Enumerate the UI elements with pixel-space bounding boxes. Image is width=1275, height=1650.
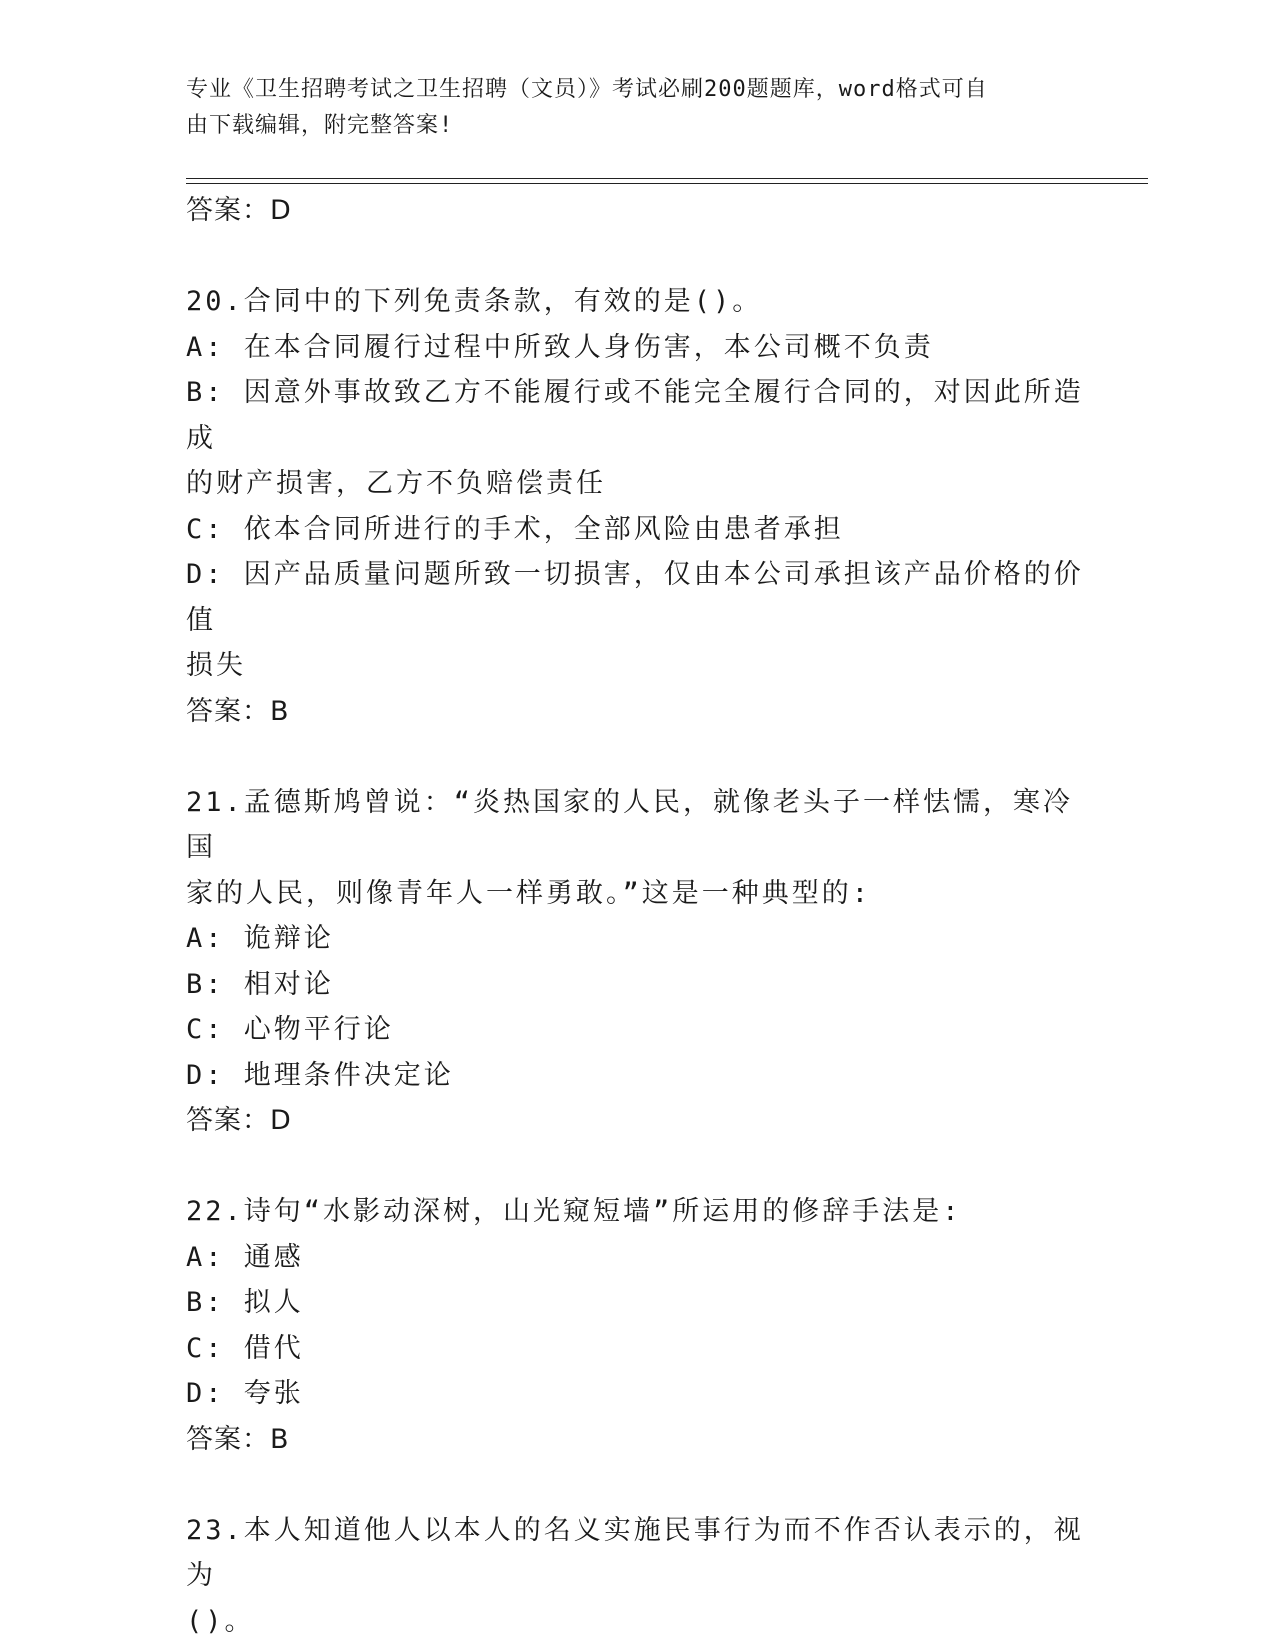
question-21 xyxy=(186,780,1086,1144)
question-stem: 20.合同中的下列免责条款，有效的是()。 xyxy=(186,286,763,317)
option-c: C: 依本合同所进行的手术，全部风险由患者承担 xyxy=(186,513,844,545)
header-divider-top xyxy=(186,178,1148,179)
header-line-1: 专业《卫生招聘考试之卫生招聘（文员）》考试必刷200题题库，word格式可自 xyxy=(186,77,988,102)
option-a: A: 在本合同履行过程中所致人身伤害，本公司概不负责 xyxy=(186,331,934,363)
option-c: C: 心物平行论 xyxy=(186,1014,394,1045)
option-d: D: 夸张 xyxy=(186,1378,304,1409)
header-line-2: 由下载编辑，附完整答案! xyxy=(186,113,454,138)
question-stem: 23.本人知道他人以本人的名义实施民事行为而不作否认表示的，视为 xyxy=(186,1514,1084,1591)
option-a: A: 通感 xyxy=(186,1241,304,1273)
question-stem: 22.诗句“水影动深树，山光窥短墙”所运用的修辞手法是: xyxy=(186,1196,962,1227)
question-stem-cont: 家的人民，则像青年人一样勇敢。”这是一种典型的: xyxy=(186,877,872,909)
answer-line: 答案：B xyxy=(186,695,290,727)
question-20 xyxy=(186,279,1086,734)
spacer xyxy=(186,1144,1086,1190)
question-stem-cont: ()。 xyxy=(186,1605,255,1637)
option-d-cont: 损失 xyxy=(186,650,246,681)
question-23 xyxy=(186,1508,1086,1645)
option-a: A: 诡辩论 xyxy=(186,923,334,954)
question-22 xyxy=(186,1189,1086,1462)
option-d: D: 地理条件决定论 xyxy=(186,1059,454,1091)
header-divider-bottom xyxy=(186,183,1148,184)
option-d: D: 因产品质量问题所致一切损害，仅由本公司承担该产品价格的价值 xyxy=(186,559,1084,636)
answer-line: 答案：D xyxy=(186,1105,292,1136)
option-b-cont: 的财产损害，乙方不负赔偿责任 xyxy=(186,468,606,499)
spacer xyxy=(186,234,1086,280)
option-c: C: 借代 xyxy=(186,1332,304,1364)
option-b: B: 因意外事故致乙方不能履行或不能完全履行合同的，对因此所造成 xyxy=(186,377,1084,454)
option-b: B: 拟人 xyxy=(186,1287,304,1318)
question-list xyxy=(186,188,1086,1644)
spacer xyxy=(186,734,1086,780)
spacer xyxy=(186,1462,1086,1508)
answer-line: 答案：B xyxy=(186,1423,290,1455)
question-stem: 21.孟德斯鸠曾说：“炎热国家的人民，就像老头子一样怯懦，寒冷国 xyxy=(186,786,1074,863)
option-b: B: 相对论 xyxy=(186,968,334,1000)
page-header xyxy=(186,72,1066,144)
answer-line: 答案：D xyxy=(186,195,292,226)
